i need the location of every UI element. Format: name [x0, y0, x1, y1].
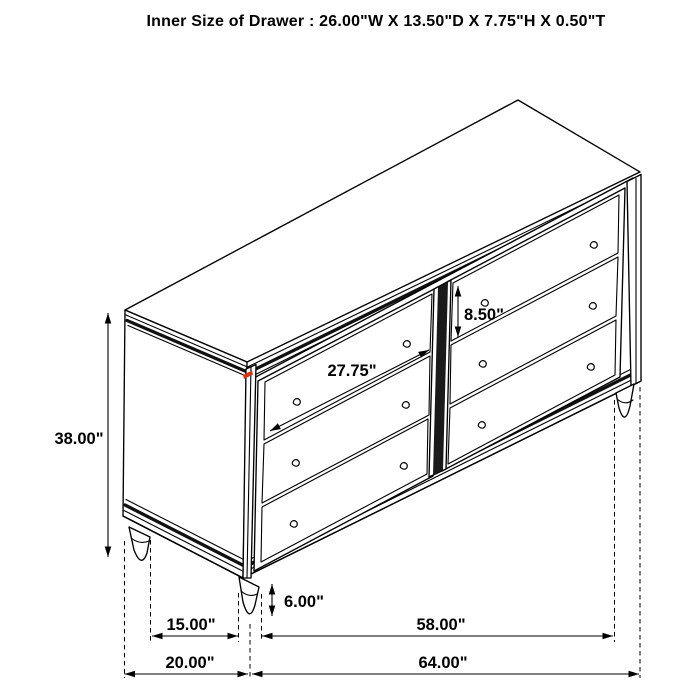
knob-icon: [478, 422, 485, 429]
dim-front-leg-span: [262, 616, 613, 636]
knob-icon: [292, 460, 299, 467]
dim-overall-depth: [125, 654, 249, 674]
knob-icon: [402, 402, 409, 409]
dim-label-overall-width: 64.00": [418, 654, 468, 672]
dim-overall-width: [252, 654, 639, 674]
knob-icon: [403, 341, 410, 348]
knob-icon: [590, 242, 597, 249]
knob-icon: [290, 521, 297, 528]
dim-label-front-leg-span: 58.00": [416, 616, 466, 634]
dim-leg-inset-depth: [152, 616, 238, 636]
knob-icon: [400, 463, 407, 470]
dim-leg-height: [272, 584, 324, 616]
knob-icon: [479, 361, 486, 368]
back-left-leg: [129, 527, 150, 560]
dim-label-leg-height: 6.00": [284, 593, 324, 611]
dim-label-overall-depth: 20.00": [165, 654, 215, 672]
dim-label-drawer-front-height: 8.50": [464, 306, 504, 324]
knob-icon: [589, 303, 596, 310]
dim-label-overall-height: 38.00": [54, 430, 104, 448]
knob-icon: [587, 364, 594, 371]
figure-title: Inner Size of Drawer : 26.00"W X 13.50"D X 7.75"H X 0.50"T: [146, 13, 606, 30]
dim-label-drawer-front-width: 27.75": [327, 362, 377, 380]
dim-label-leg-inset-depth: 15.00": [166, 616, 216, 634]
knob-icon: [293, 399, 300, 406]
dim-overall-height: [54, 313, 108, 557]
dresser: [123, 100, 641, 614]
